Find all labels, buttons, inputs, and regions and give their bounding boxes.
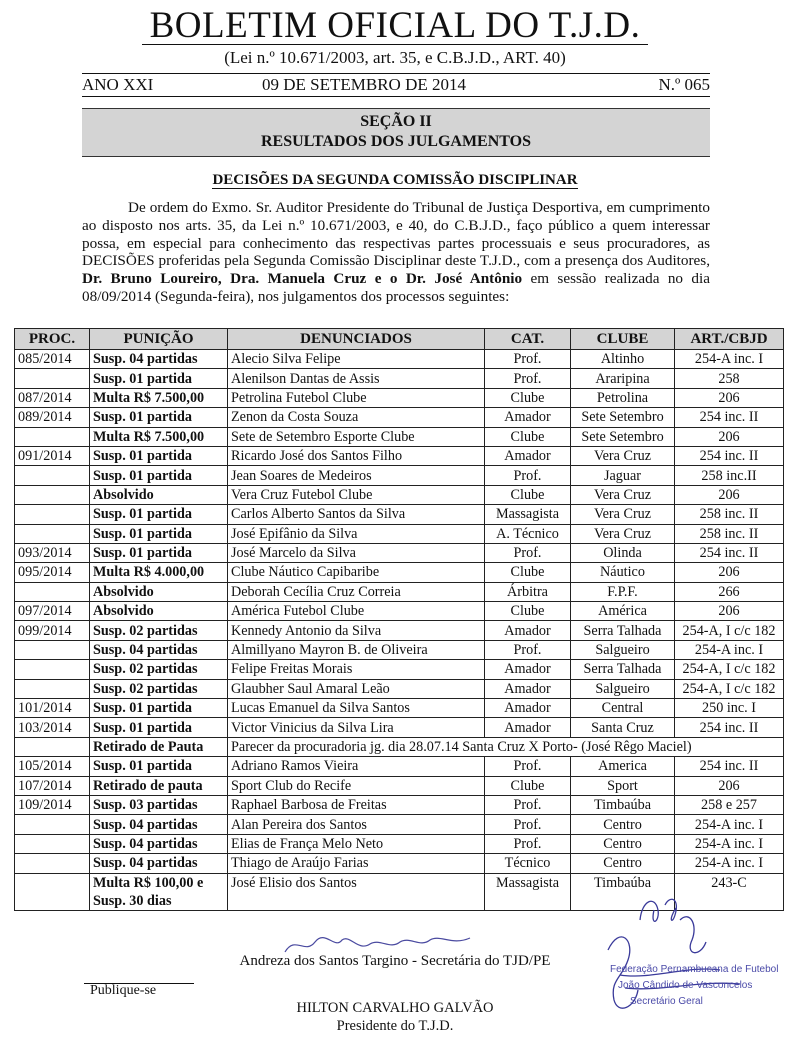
cell-punicao: Retirado de pauta — [90, 776, 228, 795]
cell-art: 206 — [675, 563, 784, 582]
cell-clube: Vera Cruz — [571, 485, 675, 504]
cell-proc — [15, 524, 90, 543]
table-row — [15, 446, 784, 465]
cell-clube: Vera Cruz — [571, 524, 675, 543]
cell-clube: Sete Setembro — [571, 408, 675, 427]
cell-art: 206 — [675, 602, 784, 621]
cell-cat: Prof. — [485, 815, 571, 834]
cell-cat: Prof. — [485, 543, 571, 562]
cell-art: 254 inc. II — [675, 408, 784, 427]
table-header-row — [15, 329, 784, 350]
cell-art: 254 inc. II — [675, 757, 784, 776]
decisions-heading-text: DECISÕES DA SEGUNDA COMISSÃO DISCIPLINAR — [212, 172, 578, 188]
cell-clube: Vera Cruz — [571, 505, 675, 524]
cell-art: 254-A inc. I — [675, 640, 784, 659]
cell-punicao: Susp. 01 partida — [90, 543, 228, 562]
issue-info-bar — [82, 73, 710, 97]
cell-proc: 093/2014 — [15, 543, 90, 562]
cell-cat: Prof. — [485, 834, 571, 853]
cell-proc — [15, 679, 90, 698]
title-underline — [142, 44, 648, 45]
cell-denunciado: Sete de Setembro Esporte Clube — [228, 427, 485, 446]
cell-proc: 105/2014 — [15, 757, 90, 776]
cell-denunciado: Elias de França Melo Neto — [228, 834, 485, 853]
cell-punicao: Susp. 02 partidas — [90, 660, 228, 679]
cell-punicao: Susp. 03 partidas — [90, 795, 228, 814]
intro-auditors: Dr. Bruno Loureiro, Dra. Manuela Cruz e o Dr. José Antônio — [82, 270, 523, 288]
table-row — [15, 505, 784, 524]
cell-cat: Árbitra — [485, 582, 571, 601]
section-number: SEÇÃO II — [360, 113, 432, 130]
cell-punicao: Susp. 02 partidas — [90, 679, 228, 698]
table-row — [15, 640, 784, 659]
table-row — [15, 815, 784, 834]
cell-art: 243-C — [675, 873, 784, 910]
cell-cat: Clube — [485, 388, 571, 407]
cell-proc — [15, 582, 90, 601]
table-row — [15, 776, 784, 795]
cell-punicao: Susp. 04 partidas — [90, 350, 228, 369]
bulletin-title: BOLETIM OFICIAL DO T.J.D. — [149, 5, 641, 46]
header-proc: PROC. — [15, 329, 90, 350]
cell-proc — [15, 369, 90, 388]
table-row — [15, 350, 784, 369]
table-row — [15, 660, 784, 679]
cell-clube: Náutico — [571, 563, 675, 582]
cell-denunciado: América Futebol Clube — [228, 602, 485, 621]
cell-punicao: Susp. 01 partida — [90, 524, 228, 543]
cell-art: 254-A, I c/c 182 — [675, 679, 784, 698]
table-row — [15, 427, 784, 446]
cell-cat: A. Técnico — [485, 524, 571, 543]
table-row — [15, 679, 784, 698]
table-row — [15, 795, 784, 814]
cell-punicao: Absolvido — [90, 582, 228, 601]
cell-denunciado: Parecer da procuradoria jg. dia 28.07.14 Santa Cruz X Porto- (José Rêgo Maciel) — [228, 737, 784, 756]
issue-date: 09 DE SETEMBRO DE 2014 — [262, 75, 466, 94]
cell-denunciado: Adriano Ramos Vieira — [228, 757, 485, 776]
cell-cat: Prof. — [485, 466, 571, 485]
cell-punicao: Multa R$ 7.500,00 — [90, 388, 228, 407]
section-title: RESULTADOS DOS JULGAMENTOS — [261, 133, 531, 150]
cell-punicao: Susp. 01 partida — [90, 446, 228, 465]
cell-cat: Prof. — [485, 795, 571, 814]
cell-clube: Santa Cruz — [571, 718, 675, 737]
table-row — [15, 854, 784, 873]
president-name: HILTON CARVALHO GALVÃO — [296, 1000, 494, 1016]
cell-proc: 109/2014 — [15, 795, 90, 814]
cell-punicao — [90, 873, 228, 910]
cell-art: 258 inc. II — [675, 505, 784, 524]
cell-clube: Araripina — [571, 369, 675, 388]
cell-denunciado: Petrolina Futebol Clube — [228, 388, 485, 407]
cell-denunciado: Deborah Cecília Cruz Correia — [228, 582, 485, 601]
cell-proc: 089/2014 — [15, 408, 90, 427]
cell-denunciado: Glaubher Saul Amaral Leão — [228, 679, 485, 698]
cell-cat: Prof. — [485, 757, 571, 776]
issue-year: ANO XXI — [82, 75, 154, 94]
cell-art: 254-A, I c/c 182 — [675, 660, 784, 679]
cell-cat: Amador — [485, 718, 571, 737]
table-row — [15, 757, 784, 776]
cell-art: 266 — [675, 582, 784, 601]
cell-clube: Centro — [571, 834, 675, 853]
table-row — [15, 699, 784, 718]
cell-clube: Timbaúba — [571, 873, 675, 910]
cell-proc: 085/2014 — [15, 350, 90, 369]
cell-denunciado: Carlos Alberto Santos da Silva — [228, 505, 485, 524]
cell-cat: Amador — [485, 621, 571, 640]
cell-punicao: Susp. 01 partida — [90, 466, 228, 485]
issue-number: N.º 065 — [658, 75, 710, 94]
cell-denunciado: Alan Pereira dos Santos — [228, 815, 485, 834]
cell-punicao: Susp. 04 partidas — [90, 834, 228, 853]
header-denunciados: DENUNCIADOS — [228, 329, 485, 350]
cell-denunciado: Clube Náutico Capibaribe — [228, 563, 485, 582]
cell-clube: F.P.F. — [571, 582, 675, 601]
cell-proc — [15, 485, 90, 504]
cell-cat: Clube — [485, 485, 571, 504]
cell-proc — [15, 640, 90, 659]
section-banner — [82, 108, 710, 157]
table-row — [15, 834, 784, 853]
stamp-line-2: João Cândido de Vasconcelos — [618, 980, 753, 991]
cell-denunciado: Raphael Barbosa de Freitas — [228, 795, 485, 814]
cell-punicao: Susp. 04 partidas — [90, 640, 228, 659]
cell-art: 250 inc. I — [675, 699, 784, 718]
cell-art: 254-A inc. I — [675, 350, 784, 369]
cell-cat: Massagista — [485, 873, 571, 910]
cell-clube: Jaguar — [571, 466, 675, 485]
cell-clube: Vera Cruz — [571, 446, 675, 465]
cell-cat: Amador — [485, 408, 571, 427]
cell-cat: Clube — [485, 602, 571, 621]
cell-art: 206 — [675, 485, 784, 504]
cell-clube: Serra Talhada — [571, 621, 675, 640]
cell-clube: Altinho — [571, 350, 675, 369]
cell-cat: Técnico — [485, 854, 571, 873]
cell-denunciado: José Elisio dos Santos — [228, 873, 485, 910]
intro-text-2: em sessão realizada no dia 08/09/2014 (Segunda-feira), nos julgamentos dos processos seguintes: — [82, 270, 710, 305]
cell-proc — [15, 854, 90, 873]
cell-denunciado: Thiago de Araújo Farias — [228, 854, 485, 873]
cell-punicao: Multa R$ 7.500,00 — [90, 427, 228, 446]
cell-punicao: Susp. 02 partidas — [90, 621, 228, 640]
cell-clube: Salgueiro — [571, 640, 675, 659]
stamp-line-3: Secretário Geral — [630, 996, 703, 1007]
header-punicao: PUNIÇÃO — [90, 329, 228, 350]
cell-denunciado: Alecio Silva Felipe — [228, 350, 485, 369]
cell-denunciado: Almillyano Mayron B. de Oliveira — [228, 640, 485, 659]
cell-clube: Centro — [571, 815, 675, 834]
table-body — [15, 350, 784, 911]
cell-denunciado: Jean Soares de Medeiros — [228, 466, 485, 485]
header-cat: CAT. — [485, 329, 571, 350]
table-row — [15, 602, 784, 621]
punicao-line-1: Multa R$ 100,00 e — [93, 874, 204, 891]
cell-cat: Clube — [485, 776, 571, 795]
table-row — [15, 582, 784, 601]
cell-cat: Prof. — [485, 640, 571, 659]
cell-proc — [15, 660, 90, 679]
cell-clube: Salgueiro — [571, 679, 675, 698]
cell-proc — [15, 427, 90, 446]
cell-punicao: Susp. 01 partida — [90, 505, 228, 524]
cell-art: 254 inc. II — [675, 718, 784, 737]
cell-denunciado: Lucas Emanuel da Silva Santos — [228, 699, 485, 718]
cell-art: 254 inc. II — [675, 446, 784, 465]
cell-proc: 099/2014 — [15, 621, 90, 640]
secretary-line: Andreza dos Santos Targino - Secretária do TJD/PE — [239, 953, 551, 969]
cell-art: 254 inc. II — [675, 543, 784, 562]
cell-punicao: Susp. 04 partidas — [90, 815, 228, 834]
cell-denunciado: Kennedy Antonio da Silva — [228, 621, 485, 640]
cell-punicao: Susp. 01 partida — [90, 757, 228, 776]
cell-proc: 095/2014 — [15, 563, 90, 582]
cell-art: 258 inc.II — [675, 466, 784, 485]
cell-proc — [15, 815, 90, 834]
cell-denunciado: Zenon da Costa Souza — [228, 408, 485, 427]
cell-clube: America — [571, 757, 675, 776]
cell-punicao: Susp. 01 partida — [90, 699, 228, 718]
table-row — [15, 388, 784, 407]
table-row — [15, 543, 784, 562]
cell-proc — [15, 466, 90, 485]
cell-cat: Clube — [485, 427, 571, 446]
cell-punicao: Multa R$ 4.000,00 — [90, 563, 228, 582]
cell-proc: 097/2014 — [15, 602, 90, 621]
cell-cat: Massagista — [485, 505, 571, 524]
cell-denunciado: Sport Club do Recife — [228, 776, 485, 795]
cell-proc: 087/2014 — [15, 388, 90, 407]
stamp-line-1: Federação Pernambucana de Futebol — [610, 964, 779, 975]
cell-clube: Olinda — [571, 543, 675, 562]
cell-proc — [15, 737, 90, 756]
cell-punicao: Absolvido — [90, 485, 228, 504]
cell-clube: Timbaúba — [571, 795, 675, 814]
cell-art: 254-A, I c/c 182 — [675, 621, 784, 640]
cell-art: 258 e 257 — [675, 795, 784, 814]
cell-cat: Prof. — [485, 369, 571, 388]
header-clube: CLUBE — [571, 329, 675, 350]
table-row — [15, 408, 784, 427]
cell-clube: Centro — [571, 854, 675, 873]
cell-clube: América — [571, 602, 675, 621]
cell-punicao: Susp. 01 partida — [90, 718, 228, 737]
cell-proc: 091/2014 — [15, 446, 90, 465]
cell-proc: 103/2014 — [15, 718, 90, 737]
cell-denunciado: Ricardo José dos Santos Filho — [228, 446, 485, 465]
cell-cat: Amador — [485, 660, 571, 679]
cell-proc: 101/2014 — [15, 699, 90, 718]
official-stamp-and-signature — [580, 880, 780, 1030]
table-row — [15, 369, 784, 388]
cell-proc — [15, 873, 90, 910]
cell-clube: Petrolina — [571, 388, 675, 407]
table-row — [15, 718, 784, 737]
cell-cat: Amador — [485, 699, 571, 718]
table-row — [15, 737, 784, 756]
cell-art: 258 — [675, 369, 784, 388]
president-title: Presidente do T.J.D. — [336, 1018, 454, 1034]
judgments-table — [14, 328, 784, 911]
cell-punicao: Retirado de Pauta — [90, 737, 228, 756]
cell-cat: Amador — [485, 446, 571, 465]
decisions-heading — [0, 172, 790, 189]
cell-proc: 107/2014 — [15, 776, 90, 795]
cell-clube: Sete Setembro — [571, 427, 675, 446]
cell-art: 254-A inc. I — [675, 854, 784, 873]
punicao-line-2: Susp. 30 dias — [93, 892, 172, 909]
cell-cat: Amador — [485, 679, 571, 698]
cell-punicao: Susp. 01 partida — [90, 408, 228, 427]
cell-cat: Clube — [485, 563, 571, 582]
cell-art: 206 — [675, 776, 784, 795]
cell-punicao: Absolvido — [90, 602, 228, 621]
cell-denunciado: José Epifânio da Silva — [228, 524, 485, 543]
intro-paragraph — [82, 199, 710, 306]
cell-denunciado: Alenilson Dantas de Assis — [228, 369, 485, 388]
cell-art: 254-A inc. I — [675, 834, 784, 853]
bulletin-subtitle: (Lei n.º 10.671/2003, art. 35, e C.B.J.D., ART. 40) — [224, 48, 566, 67]
table-row — [15, 524, 784, 543]
cell-clube: Serra Talhada — [571, 660, 675, 679]
publish-label: Publique-se — [90, 983, 157, 998]
cell-cat: Prof. — [485, 350, 571, 369]
cell-clube: Central — [571, 699, 675, 718]
cell-punicao: Susp. 01 partida — [90, 369, 228, 388]
cell-art: 258 inc. II — [675, 524, 784, 543]
header-art: ART./CBJD — [675, 329, 784, 350]
cell-denunciado: José Marcelo da Silva — [228, 543, 485, 562]
cell-denunciado: Vera Cruz Futebol Clube — [228, 485, 485, 504]
cell-proc — [15, 834, 90, 853]
cell-proc — [15, 505, 90, 524]
cell-art: 254-A inc. I — [675, 815, 784, 834]
cell-clube: Sport — [571, 776, 675, 795]
table-row — [15, 485, 784, 504]
table-row — [15, 621, 784, 640]
table-row — [15, 466, 784, 485]
table-row — [15, 563, 784, 582]
cell-punicao: Susp. 04 partidas — [90, 854, 228, 873]
cell-art: 206 — [675, 388, 784, 407]
cell-art: 206 — [675, 427, 784, 446]
intro-text-1: De ordem do Exmo. Sr. Auditor Presidente do Tribunal de Justiça Desportiva, em cumprimento ao disposto nos arts. 35, da Lei n.º 10.671/2003, e 40, do C.B.J.D., faço público a quem interessar possa, em especial para conhecimento das respectivas partes processuais e seus procuradores, as DECISÕES proferidas pela Segunda Comissão Disciplinar deste T.J.D., com a presença dos Auditores, — [82, 199, 710, 270]
cell-denunciado: Felipe Freitas Morais — [228, 660, 485, 679]
cell-denunciado: Victor Vinicius da Silva Lira — [228, 718, 485, 737]
